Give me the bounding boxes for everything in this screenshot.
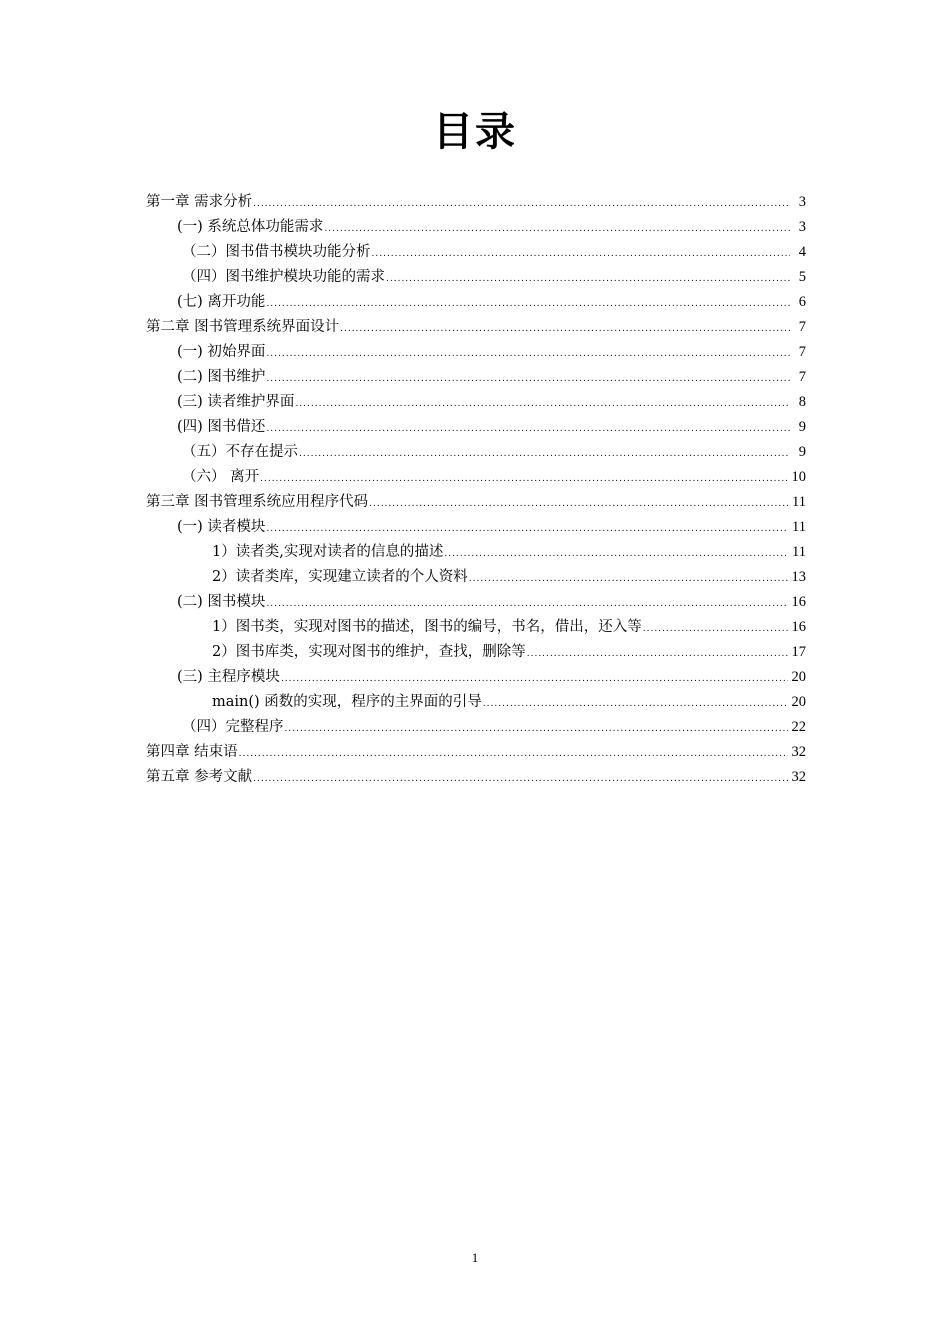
toc-dot-leader	[369, 492, 788, 517]
toc-entry[interactable]	[146, 690, 806, 715]
toc-entry-text: 2）读者类库，实现建立读者的个人资料	[212, 569, 468, 585]
toc-entry[interactable]	[146, 265, 806, 290]
toc-dot-leader	[372, 242, 791, 267]
toc-entry-text: (二) 图书模块	[177, 594, 266, 610]
toc-entry-page: 7	[798, 319, 806, 335]
toc-entry[interactable]	[146, 190, 806, 215]
toc-dot-leader	[643, 617, 788, 642]
toc-entry-page: 7	[798, 344, 806, 360]
toc-entry-page: 17	[791, 644, 806, 660]
toc-entry[interactable]	[146, 340, 806, 365]
toc-dot-leader	[469, 567, 788, 592]
toc-entry-text: 第五章 参考文献	[146, 769, 253, 785]
toc-entry-text: （二）图书借书模块功能分析	[182, 244, 371, 260]
toc-entry-page: 3	[798, 194, 806, 210]
toc-entry[interactable]	[146, 590, 806, 615]
toc-entry-page: 5	[798, 269, 806, 285]
toc-entry-page: 13	[791, 569, 806, 585]
toc-entry[interactable]	[146, 540, 806, 565]
toc-dot-leader	[266, 367, 790, 392]
toc-entry-text: 第二章 图书管理系统界面设计	[146, 319, 340, 335]
toc-entry-text: (三) 主程序模块	[177, 669, 280, 685]
toc-dot-leader	[386, 267, 790, 292]
toc-entry[interactable]	[146, 415, 806, 440]
toc-dot-leader	[266, 592, 787, 617]
toc-entry[interactable]	[146, 740, 806, 765]
toc-entry[interactable]	[146, 240, 806, 265]
toc-dot-leader	[324, 217, 790, 242]
toc-dot-leader	[483, 692, 788, 717]
toc-dot-leader	[260, 467, 787, 492]
toc-entry-text: 第三章 图书管理系统应用程序代码	[146, 494, 369, 510]
toc-dot-leader	[266, 517, 788, 542]
toc-entry-text: 第一章 需求分析	[146, 194, 253, 210]
toc-entry[interactable]	[146, 765, 806, 790]
toc-entry-text: 1）图书类，实现对图书的描述，图书的编号，书名，借出，还入等	[212, 619, 642, 635]
page-number: 1	[471, 1250, 479, 1265]
toc-entry-text: (四) 图书借还	[177, 419, 266, 435]
toc-entry-page: 8	[798, 394, 806, 410]
toc-dot-leader	[444, 542, 788, 567]
toc-entry[interactable]	[146, 715, 806, 740]
toc-dot-leader	[253, 767, 787, 792]
toc-entry-page: 20	[791, 694, 806, 710]
toc-entry-text: main() 函数的实现，程序的主界面的引导	[212, 694, 482, 710]
toc-entry[interactable]	[146, 640, 806, 665]
toc-dot-leader	[266, 292, 790, 317]
toc-entry-page: 11	[792, 494, 806, 510]
toc-entry-text: (七) 离开功能	[177, 294, 266, 310]
toc-entry-page: 11	[792, 544, 806, 560]
toc-entry[interactable]	[146, 290, 806, 315]
toc-entry-text: (二) 图书维护	[177, 369, 266, 385]
toc-entry-text: (一) 初始界面	[177, 344, 266, 360]
toc-entry-text: 2）图书库类，实现对图书的维护，查找，删除等	[212, 644, 526, 660]
toc-entry-page: 22	[791, 719, 806, 735]
page-title: 目录	[433, 109, 517, 155]
toc-entry[interactable]	[146, 465, 806, 490]
toc-entry-page: 7	[798, 369, 806, 385]
toc-entry-page: 32	[791, 744, 806, 760]
toc-dot-leader	[239, 742, 788, 767]
toc-entry[interactable]	[146, 365, 806, 390]
toc-dot-leader	[295, 392, 790, 417]
toc-entry-text: （六） 离开	[182, 469, 260, 485]
toc-entry[interactable]	[146, 665, 806, 690]
toc-entry-page: 9	[798, 444, 806, 460]
toc-entry-page: 20	[791, 669, 806, 685]
toc-dot-leader	[340, 317, 790, 342]
toc-entry-page: 3	[798, 219, 806, 235]
toc-entry-text: (一) 系统总体功能需求	[177, 219, 324, 235]
toc-dot-leader	[266, 342, 790, 367]
toc-entry-text: (三) 读者维护界面	[177, 394, 295, 410]
toc-entry[interactable]	[146, 215, 806, 240]
toc-entry[interactable]	[146, 490, 806, 515]
toc-entry-text: （四）完整程序	[182, 719, 284, 735]
toc-dot-leader	[266, 417, 790, 442]
toc-entry-page: 9	[798, 419, 806, 435]
toc-entry[interactable]	[146, 315, 806, 340]
toc-dot-leader	[285, 717, 788, 742]
toc-entry[interactable]	[146, 565, 806, 590]
toc-entry-page: 11	[792, 519, 806, 535]
toc-entry-page: 10	[791, 469, 806, 485]
toc-entry-text: （五）不存在提示	[182, 444, 298, 460]
toc-entry-text: 1）读者类,实现对读者的信息的描述	[212, 544, 444, 560]
toc-entry-page: 6	[798, 294, 806, 310]
toc-dot-leader	[253, 192, 790, 217]
toc-entry-page: 32	[791, 769, 806, 785]
table-of-contents	[146, 190, 806, 790]
toc-entry[interactable]	[146, 515, 806, 540]
toc-entry-text: 第四章 结束语	[146, 744, 238, 760]
toc-entry[interactable]	[146, 390, 806, 415]
toc-entry-page: 4	[798, 244, 806, 260]
toc-dot-leader	[299, 442, 790, 467]
toc-dot-leader	[281, 667, 788, 692]
toc-dot-leader	[527, 642, 788, 667]
toc-entry-page: 16	[791, 594, 806, 610]
toc-entry[interactable]	[146, 615, 806, 640]
toc-entry-text: (一) 读者模块	[177, 519, 266, 535]
toc-entry[interactable]	[146, 440, 806, 465]
toc-entry-page: 16	[791, 619, 806, 635]
toc-entry-text: （四）图书维护模块功能的需求	[182, 269, 385, 285]
